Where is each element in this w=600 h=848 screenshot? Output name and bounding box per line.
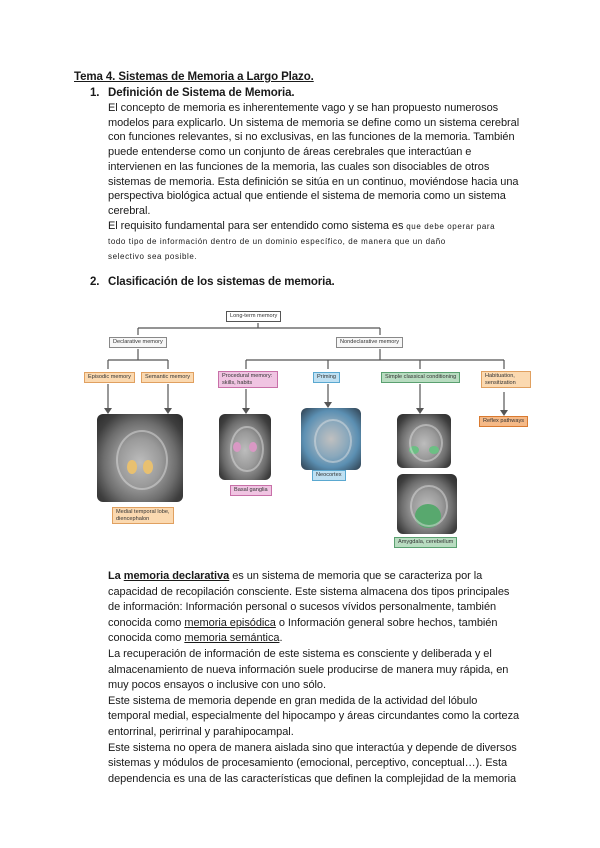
text-line: La recuperación de información de este sistema es consciente y deliberada y el: [108, 647, 492, 660]
text-line: sistemas de memoria. Esta definición se sitúa en un continuo, moviéndose hacia una: [108, 175, 519, 188]
requirement-start: El requisito fundamental para ser entendido como sistema es: [108, 219, 404, 232]
text-line: Este sistema de memoria depende en gran medida de la actividad del lóbulo: [108, 694, 478, 707]
section-2-number: 2.: [90, 276, 100, 288]
document-title: Tema 4. Sistemas de Memoria a Largo Plazo.: [74, 71, 314, 83]
section-1-number: 1.: [90, 87, 100, 99]
box-basal-ganglia: Basal ganglia: [230, 485, 272, 496]
highlight-region: [143, 460, 153, 474]
section-2-title: Clasificación de los sistemas de memoria.: [108, 276, 335, 288]
highlight-region: [249, 442, 257, 452]
text-line: entorrinal, perirrinal y parahipocampal.: [108, 725, 294, 738]
text-line: capacidad de recopilación consciente. Este sistema almacena dos tipos principales: [108, 585, 510, 598]
brain-image-procedural: [219, 414, 271, 480]
text-run: es un sistema de memoria que se caracteriza por la: [229, 570, 483, 582]
text-run: .: [279, 632, 283, 645]
box-semantic-memory: Semantic memory: [141, 372, 194, 383]
brain-image-conditioning: [397, 414, 451, 468]
text-line: El concepto de memoria es inherentemente vago y se han propuesto numerosos: [108, 102, 499, 114]
term-episodic-memory: memoria episódica: [184, 616, 276, 629]
text-line: cerebral.: [108, 204, 151, 217]
text-line: dependencia es una de las características que definen la complejidad de la memoria: [108, 772, 517, 785]
text-line: Este sistema no opera de manera aislada sino que interactúa y depende de diversos: [108, 741, 517, 754]
text-line: modelos para explicarlo. Un sistema de memoria se define como un sistema cerebral: [108, 116, 520, 129]
requirement-small-3: selectivo sea posible.: [108, 252, 198, 262]
brain-image-declarative: [97, 414, 183, 502]
text-line: almacenamiento de nueva información suele producirse de manera muy rápida, en: [108, 663, 509, 676]
text-line: intervienen en las funciones de la memoria, las cuales son disociables de otros: [108, 160, 490, 173]
box-medial-temporal-lobe: Medial temporal lobe, diencephalon: [112, 507, 174, 524]
term-semantic-memory: memoria semántica: [184, 632, 280, 645]
box-reflex-pathways: Reflex pathways: [479, 416, 528, 427]
box-long-term-memory: Long-term memory: [226, 311, 281, 322]
box-neocortex: Neocortex: [312, 470, 346, 481]
declarative-memory-body: [108, 569, 528, 787]
highlight-region: [429, 446, 439, 454]
text-line: temporal medial, especialmente del hipocampo y áreas circundantes como la corteza: [108, 710, 520, 723]
box-priming: Priming: [313, 372, 340, 383]
box-simple-classical-conditioning: Simple classical conditioning: [381, 372, 460, 383]
text-line: [108, 631, 528, 647]
highlight-region: [127, 460, 137, 474]
box-habituation-sensitization: Habituation, sensitization: [481, 371, 531, 388]
text-run: conocida como: [108, 616, 185, 629]
box-nondeclarative-memory: Nondeclarative memory: [336, 337, 403, 348]
term-declarative-memory: memoria declarativa: [123, 570, 230, 582]
text-line: puede entenderse como un conjunto de áreas cerebrales que interactúan e: [108, 146, 472, 159]
intro-article: La: [108, 570, 124, 582]
text-line: [108, 569, 528, 585]
section-1-title: Definición de Sistema de Memoria.: [108, 87, 295, 99]
box-declarative-memory: Declarative memory: [109, 337, 167, 348]
text-line: con funciones relevantes, si no exclusivas, en las funciones de la memoria. También: [108, 131, 515, 144]
highlight-region: [233, 442, 241, 452]
requirement-small-2: todo tipo de información dentro de un dominio específico, de manera que un daño: [108, 237, 446, 247]
text-line: [108, 616, 528, 632]
box-episodic-memory: Episodic memory: [84, 372, 135, 383]
highlight-region: [415, 504, 441, 528]
text-run: conocida como: [108, 632, 185, 645]
text-line: muy pocos ensayos o inclusive con uno sólo.: [108, 679, 326, 692]
brain-image-cerebellum: [397, 474, 457, 534]
text-line: sistemas y módulos de procesamiento (emocional, perceptivo, conceptual…). Esta: [108, 757, 508, 770]
box-procedural-memory: Procedural memory: skills, habits: [218, 371, 278, 388]
text-line: de información: Información personal o sucesos vívidos personalmente, también: [108, 601, 497, 614]
requirement-small-1: que debe operar para: [403, 221, 496, 231]
text-run: o Información general sobre hechos, también: [275, 616, 498, 629]
brain-image-priming: [301, 408, 361, 470]
box-amygdala-cerebellum: Amygdala, cerebellum: [394, 537, 457, 548]
text-line: perspectiva biológica actual que entiende el sistema de memoria como un sistema: [108, 190, 506, 203]
highlight-region: [409, 446, 419, 454]
